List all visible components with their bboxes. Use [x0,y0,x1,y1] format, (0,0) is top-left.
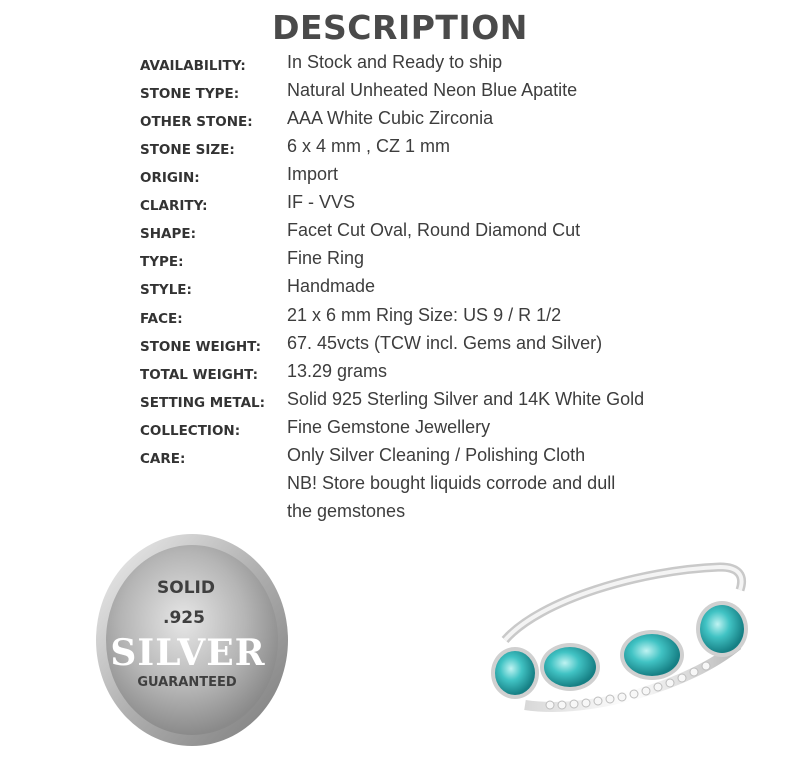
spec-row-stone-weight [0,333,800,361]
spec-label: STONE TYPE: [140,86,240,102]
care-note-row-1 [0,473,800,501]
spec-row-stone-type [0,80,800,108]
spec-value: In Stock and Ready to ship [287,52,503,72]
spec-label: COLLECTION: [140,423,241,439]
ring-product-image [470,545,770,745]
badge-solid-text: SOLID [157,578,215,598]
spec-row-face [0,305,800,333]
care-note-row-2 [0,501,800,529]
spec-label: STONE SIZE: [140,142,235,158]
spec-row-clarity [0,192,800,220]
care-note: the gemstones [287,501,406,521]
spec-row-shape [0,220,800,248]
spec-row-style [0,276,800,304]
spec-label: STYLE: [140,282,192,298]
badge-silver-text: SILVER [110,632,266,674]
spec-value: 67. 45vcts (TCW incl. Gems and Silver) [287,333,603,353]
spec-value: 13.29 grams [287,361,388,381]
spec-value: Solid 925 Sterling Silver and 14K White Gold [287,389,645,409]
spec-value: Fine Gemstone Jewellery [287,417,491,437]
spec-row-availability [0,52,800,80]
spec-value: Only Silver Cleaning / Polishing Cloth [287,445,586,465]
spec-value: Handmade [287,276,376,296]
spec-value: Import [287,164,339,184]
spec-value: Natural Unheated Neon Blue Apatite [287,80,578,100]
spec-value: IF - VVS [287,192,356,212]
spec-value: 6 x 4 mm , CZ 1 mm [287,136,451,156]
spec-label: OTHER STONE: [140,114,253,130]
care-note: NB! Store bought liquids corrode and dull [287,473,616,493]
spec-label: AVAILABILITY: [140,58,246,74]
spec-label: SETTING METAL: [140,395,266,411]
spec-label: ORIGIN: [140,170,200,186]
spec-row-stone-size [0,136,800,164]
spec-row-total-weight [0,361,800,389]
spec-row-origin [0,164,800,192]
spec-label: FACE: [140,311,183,327]
spec-label: CARE: [140,451,186,467]
spec-row-care [0,445,800,473]
spec-label: STONE WEIGHT: [140,339,262,355]
spec-value: AAA White Cubic Zirconia [287,108,494,128]
spec-value: Fine Ring [287,248,365,268]
spec-row-collection [0,417,800,445]
badge-925-text: .925 [163,608,205,628]
spec-label: TOTAL WEIGHT: [140,367,258,383]
spec-label: SHAPE: [140,226,196,242]
page-title: DESCRIPTION [272,8,528,47]
spec-label: TYPE: [140,254,184,270]
spec-value: 21 x 6 mm Ring Size: US 9 / R 1/2 [287,305,562,325]
spec-row-setting-metal [0,389,800,417]
spec-value: Facet Cut Oval, Round Diamond Cut [287,220,581,240]
spec-label: CLARITY: [140,198,208,214]
badge-guaranteed-text: GUARANTEED [137,675,237,690]
spec-row-other-stone [0,108,800,136]
spec-row-type [0,248,800,276]
